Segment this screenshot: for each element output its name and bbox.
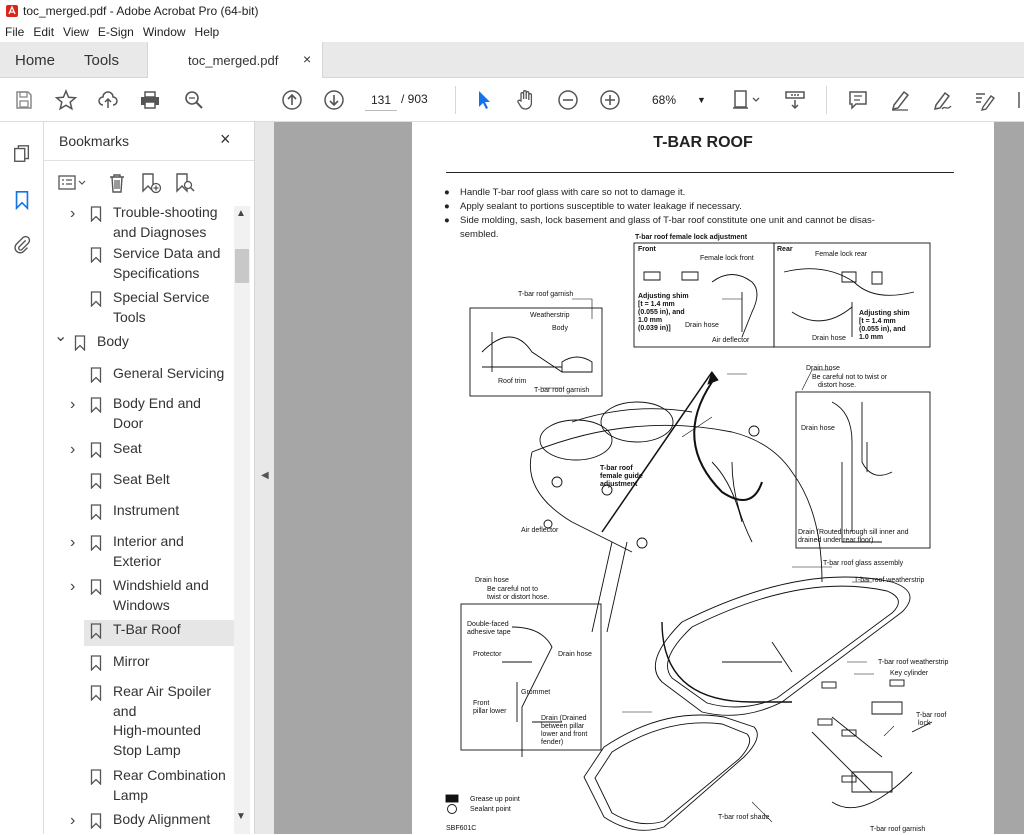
bookmark-label: and Diagnoses bbox=[113, 223, 207, 240]
diagram-label: Drain hose bbox=[685, 322, 719, 329]
bookmark-item[interactable] bbox=[44, 576, 234, 621]
bookmark-scrollbar[interactable] bbox=[234, 206, 250, 834]
bookmark-label: Seat bbox=[113, 440, 142, 456]
bookmarks-icon[interactable] bbox=[10, 188, 34, 212]
previous-page-icon[interactable] bbox=[280, 88, 304, 112]
bookmark-icon bbox=[90, 655, 102, 671]
menu-view[interactable]: View bbox=[63, 25, 89, 39]
scroll-up-icon[interactable]: ▲ bbox=[236, 208, 246, 219]
scroll-down-icon[interactable]: ▼ bbox=[236, 811, 246, 822]
menu-window[interactable]: Window bbox=[142, 25, 186, 39]
bookmark-label: Interior and bbox=[113, 533, 184, 549]
star-icon[interactable] bbox=[54, 88, 78, 112]
bookmark-item[interactable] bbox=[44, 532, 234, 577]
diagram-label: Drain hose bbox=[558, 651, 592, 658]
diagram-label: Protector bbox=[473, 651, 502, 658]
chevron-right-icon[interactable]: › bbox=[70, 578, 76, 595]
zoom-level-value: 68% bbox=[652, 93, 677, 107]
tab-document-label: toc_merged.pdf bbox=[188, 53, 279, 68]
zoom-level-select[interactable] bbox=[642, 89, 708, 111]
page-heading: T-BAR ROOF bbox=[653, 134, 753, 151]
bookmark-item[interactable] bbox=[44, 682, 234, 766]
diagram-label: T-bar roof garnish bbox=[870, 826, 926, 833]
diagram-label: Front bbox=[638, 246, 656, 253]
diagram-label: Adjusting shim bbox=[638, 293, 689, 300]
bookmark-label: Stop Lamp bbox=[113, 741, 181, 758]
chevron-right-icon[interactable]: › bbox=[70, 441, 76, 458]
diagram-label: T-bar roof female lock adjustment bbox=[635, 234, 748, 241]
bookmark-icon bbox=[90, 397, 102, 413]
diagram-label: adhesive tape bbox=[467, 629, 511, 636]
bookmark-label: Mirror bbox=[113, 653, 150, 669]
more-tools-icon[interactable] bbox=[1012, 88, 1024, 112]
diagram-label: T-bar roof weatherstrip bbox=[878, 659, 949, 666]
t-bar-roof-diagram bbox=[412, 122, 994, 834]
diagram-label: distort hose. bbox=[818, 382, 857, 389]
diagram-label: drained under rear floor) bbox=[798, 537, 874, 544]
bookmark-item[interactable] bbox=[44, 328, 234, 358]
diagram-label: Be careful not to twist or bbox=[812, 374, 888, 381]
bookmark-options-icon[interactable] bbox=[58, 171, 88, 195]
bookmark-label: Exterior bbox=[113, 552, 162, 569]
bookmark-icon bbox=[90, 367, 102, 383]
bookmark-label: General Servicing bbox=[113, 365, 225, 381]
page-thumbnails-icon[interactable] bbox=[10, 142, 34, 166]
bookmark-label: Windshield and bbox=[113, 577, 209, 593]
bookmark-item[interactable] bbox=[44, 206, 234, 248]
diagram-label: Front bbox=[473, 700, 490, 707]
page-total: / 903 bbox=[401, 92, 428, 106]
diagram-label: Drain hose bbox=[806, 365, 840, 372]
legend-sealant: Sealant point bbox=[470, 806, 511, 813]
zoom-out-icon[interactable] bbox=[556, 88, 580, 112]
diagram-label: lock bbox=[918, 720, 931, 727]
search-zoom-icon[interactable] bbox=[182, 88, 206, 112]
chevron-right-icon[interactable]: › bbox=[70, 396, 76, 413]
tab-document[interactable] bbox=[147, 42, 323, 79]
bookmark-icon bbox=[90, 291, 102, 307]
diagram-label: T-bar roof garnish bbox=[534, 387, 590, 394]
figure-code: SBF601C bbox=[446, 825, 477, 832]
diagram-label: T-bar roof bbox=[916, 712, 947, 719]
bookmark-item[interactable] bbox=[44, 394, 234, 439]
acrobat-icon bbox=[5, 4, 19, 18]
toolbar-divider bbox=[455, 86, 456, 114]
diagram-label: adjustment bbox=[600, 481, 638, 488]
toolbar-divider bbox=[826, 86, 827, 114]
diagram-label: Drain (Drained bbox=[541, 715, 587, 722]
window-title: toc_merged.pdf - Adobe Acrobat Pro (64-bit) bbox=[23, 4, 259, 18]
legend-grease: Grease up point bbox=[470, 796, 520, 803]
diagram-label: Drain (Routed through sill inner and bbox=[798, 529, 909, 536]
diagram-label: Be careful not to bbox=[487, 586, 538, 593]
diagram-label: Grommet bbox=[521, 689, 551, 696]
diagram-label: female guide bbox=[600, 473, 643, 480]
tab-tools[interactable]: Tools bbox=[84, 52, 120, 69]
diagram-label: Adjusting shim bbox=[859, 310, 910, 317]
bookmark-label: Seat Belt bbox=[113, 471, 170, 487]
menu-bar bbox=[0, 22, 1024, 42]
bookmark-icon bbox=[90, 442, 102, 458]
bookmark-label: Instrument bbox=[113, 502, 180, 518]
diagram-label: (0.055 in), and bbox=[638, 309, 685, 316]
diagram-label: Air deflector bbox=[712, 337, 750, 344]
panel-splitter[interactable] bbox=[254, 122, 274, 834]
bookmark-item[interactable] bbox=[44, 470, 234, 496]
bookmark-icon bbox=[90, 206, 102, 222]
window-titlebar bbox=[0, 0, 1024, 22]
diagram-label: pillar lower bbox=[473, 708, 507, 715]
diagram-label: fender) bbox=[541, 739, 564, 746]
upload-cloud-icon[interactable] bbox=[96, 88, 120, 112]
bookmark-scroll-thumb[interactable] bbox=[235, 249, 249, 283]
chevron-right-icon[interactable]: › bbox=[70, 206, 76, 222]
draw-sign-icon[interactable] bbox=[930, 88, 954, 112]
highlight-pen-icon[interactable] bbox=[888, 88, 912, 112]
bookmark-item[interactable] bbox=[44, 810, 234, 834]
diagram-label: [t = 1.4 mm bbox=[638, 301, 675, 308]
bookmark-item[interactable] bbox=[84, 620, 234, 646]
bookmark-label: T-Bar Roof bbox=[113, 621, 181, 637]
bookmark-item[interactable] bbox=[44, 766, 234, 811]
diagram-label: Double-faced bbox=[467, 621, 509, 628]
bookmarks-panel bbox=[44, 122, 254, 834]
next-page-icon[interactable] bbox=[322, 88, 346, 112]
bookmark-icon bbox=[90, 504, 102, 520]
bookmark-item[interactable] bbox=[44, 652, 234, 678]
bookmark-tree bbox=[44, 206, 234, 834]
bookmark-icon bbox=[74, 335, 86, 351]
hand-tool-icon[interactable] bbox=[514, 88, 538, 112]
bookmark-icon bbox=[90, 473, 102, 489]
zoom-in-icon[interactable] bbox=[598, 88, 622, 112]
menu-esign[interactable]: E-Sign bbox=[97, 25, 134, 39]
bookmark-label: High-mounted bbox=[113, 722, 201, 738]
close-tab-icon[interactable]: × bbox=[303, 51, 312, 67]
diagram-label: Air deflector bbox=[521, 527, 559, 534]
bookmark-label: Body bbox=[97, 333, 129, 349]
bookmark-item[interactable] bbox=[44, 364, 234, 390]
diagram-label: (0.039 in)] bbox=[638, 325, 671, 332]
diagram-label: lower and front bbox=[541, 731, 588, 738]
diagram-label: 1.0 mm bbox=[638, 317, 663, 324]
chevron-right-icon[interactable]: › bbox=[70, 534, 76, 551]
diagram-label: Rear bbox=[777, 246, 793, 253]
diagram-label: 1.0 mm bbox=[859, 334, 884, 341]
attachments-icon[interactable] bbox=[10, 232, 34, 256]
select-cursor-icon[interactable] bbox=[472, 88, 496, 112]
bookmark-label: Door bbox=[113, 414, 144, 431]
bookmark-label: Windows bbox=[113, 596, 170, 613]
bookmark-label: Rear Air Spoiler bbox=[113, 683, 212, 699]
save-icon[interactable] bbox=[12, 88, 36, 112]
chevron-down-icon[interactable]: ⌄ bbox=[54, 328, 68, 345]
find-bookmark-icon[interactable] bbox=[174, 171, 196, 195]
diagram-label: Weatherstrip bbox=[530, 312, 570, 319]
diagram-label: Key cylinder bbox=[890, 670, 929, 677]
bookmark-icon bbox=[90, 769, 102, 785]
diagram-label: Female lock rear bbox=[815, 251, 868, 258]
bookmark-icon bbox=[90, 813, 102, 829]
new-bookmark-icon[interactable] bbox=[140, 171, 162, 195]
delete-bookmark-icon[interactable] bbox=[108, 171, 126, 195]
print-icon[interactable] bbox=[138, 88, 162, 112]
page-number-input[interactable]: 131 bbox=[365, 89, 397, 111]
pdf-page: T-BAR ROOF ● Handle T-bar roof glass with care so not to damage it. ● Apply sealant to portions susceptible to water leakage if necessary. ● Side molding, sash, lock basement and glass of T-bar roof constitute one unit and cannot be disas- sembled. T-bar roof female lock adjustment Front Rear Female lock front Female lock rear Adjusting shim [t = 1.4 mm (0.055 in), and 1.0 mm (0.039 in)] Drain hose Air deflector Adjusting shim [t = 1.4 mm (0.055 in), and 1.0 mm Drain hose T-bar roof garnish Weatherstrip Body Roof trim T-bar roof garnish Drain hose Be careful not to twist or distort hose. Drain hose T-bar roof female guide adjustment Air deflector Drain (Routed through sill inner and drained under rear floor) Drain hose Be careful not to twist or distort hose. Double-faced adhesive tape Protector Drain hose Grommet Front pillar lower Drain (Drained between pillar lower and front fender) T-bar roof glass assembly T-bar roof weatherstrip T-bar roof weatherstrip Key cylinder T-bar roof lock T-bar roof shade T-bar roof garnish Grease up point Sealant point SBF601C bbox=[412, 122, 994, 834]
tab-home[interactable]: Home bbox=[15, 52, 56, 69]
diagram-label: T-bar roof garnish bbox=[518, 291, 574, 298]
comment-icon[interactable] bbox=[846, 88, 870, 112]
scroll-mode-icon[interactable] bbox=[783, 88, 807, 112]
close-panel-icon[interactable]: × bbox=[220, 129, 231, 149]
menu-help[interactable]: Help bbox=[194, 25, 220, 39]
bookmark-item[interactable] bbox=[44, 288, 234, 333]
bookmark-icon bbox=[90, 685, 102, 701]
diagram-label: Roof trim bbox=[498, 378, 527, 385]
tab-bar bbox=[0, 42, 1024, 78]
bookmark-label: Special Service bbox=[113, 289, 210, 305]
bookmark-icon bbox=[90, 579, 102, 595]
document-viewer[interactable] bbox=[274, 122, 1024, 834]
diagram-label: Drain hose bbox=[812, 335, 846, 342]
navigation-rail bbox=[0, 122, 44, 834]
diagram-label: T-bar roof bbox=[600, 465, 633, 472]
menu-edit[interactable]: Edit bbox=[33, 25, 55, 39]
page-fit-icon[interactable] bbox=[730, 88, 762, 112]
diagram-label: between pillar bbox=[541, 723, 585, 730]
bookmark-label: and bbox=[113, 702, 137, 719]
bookmarks-toolbar bbox=[44, 160, 254, 210]
chevron-down-icon: ▼ bbox=[697, 95, 706, 105]
diagram-label: [t = 1.4 mm bbox=[859, 318, 896, 325]
bookmark-icon bbox=[90, 623, 102, 639]
bookmark-label: Service Data and bbox=[113, 245, 221, 261]
bookmark-item[interactable] bbox=[44, 244, 234, 289]
bookmark-item[interactable] bbox=[44, 501, 234, 527]
collapse-panel-icon[interactable]: ◀ bbox=[261, 470, 269, 481]
bookmark-item[interactable] bbox=[44, 439, 234, 465]
bookmark-label: Trouble-shooting bbox=[113, 206, 218, 220]
main-toolbar bbox=[0, 78, 1024, 122]
bookmark-label: Rear Combination bbox=[113, 767, 226, 783]
diagram-label: Female lock front bbox=[700, 255, 754, 262]
bookmark-icon bbox=[90, 535, 102, 551]
bookmark-label: Specifications bbox=[113, 264, 200, 281]
diagram-label: T-bar roof glass assembly bbox=[823, 560, 904, 567]
menu-file[interactable]: File bbox=[5, 25, 25, 39]
panel-title: Bookmarks bbox=[59, 133, 130, 149]
fill-sign-icon[interactable] bbox=[972, 88, 996, 112]
chevron-right-icon[interactable]: › bbox=[70, 812, 76, 829]
diagram-label: twist or distort hose. bbox=[487, 594, 550, 601]
bookmark-label: Lamp bbox=[113, 786, 149, 803]
diagram-label: Drain hose bbox=[475, 577, 509, 584]
diagram-label: Drain hose bbox=[801, 425, 835, 432]
diagram-label: (0.055 in), and bbox=[859, 326, 906, 333]
bookmark-icon bbox=[90, 247, 102, 263]
diagram-label: T-bar roof shade bbox=[718, 814, 770, 821]
bookmark-label: Body Alignment bbox=[113, 811, 211, 827]
bookmark-label: Body End and bbox=[113, 395, 201, 411]
bookmark-label: Tools bbox=[113, 308, 146, 325]
diagram-label: T-bar roof weatherstrip bbox=[854, 577, 925, 584]
diagram-label: Body bbox=[552, 325, 568, 332]
